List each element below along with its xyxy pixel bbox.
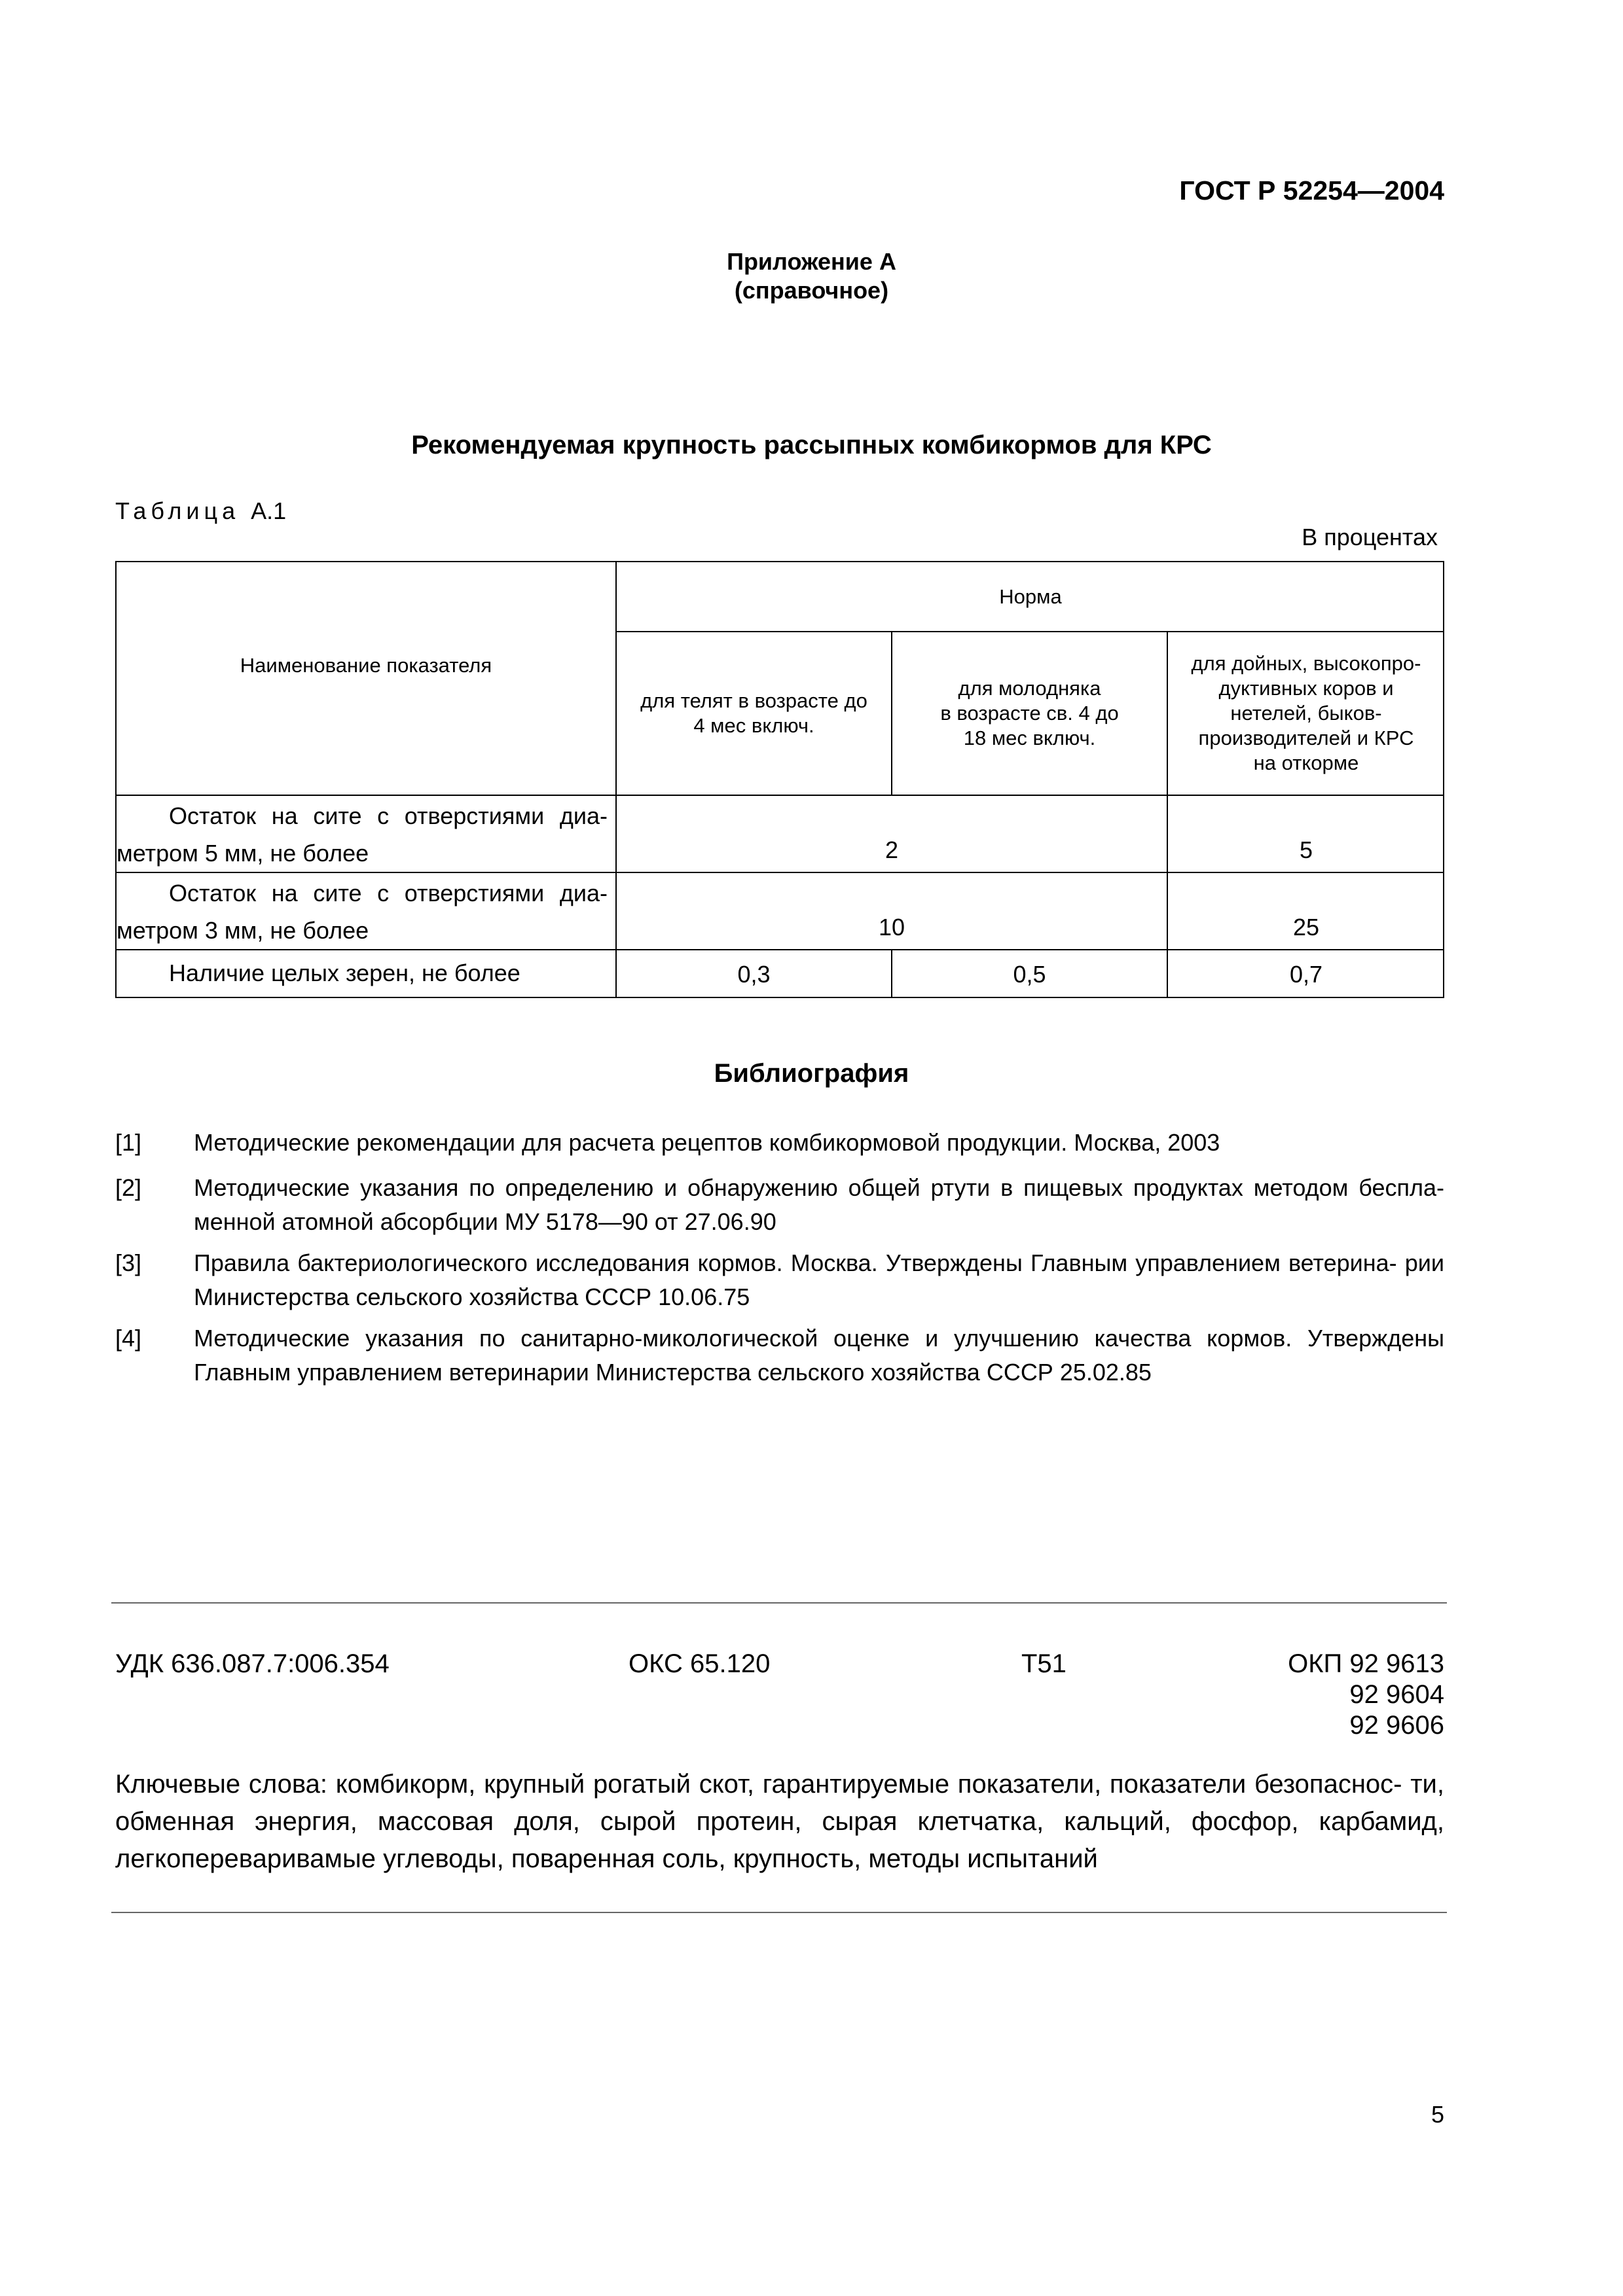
table-row-name: Наличие целых зерен, не более <box>169 960 520 986</box>
reference-number: [3] <box>115 1249 142 1276</box>
header-young-stock <box>892 632 1167 795</box>
table-cell-value: 0,3 <box>737 960 771 988</box>
table-label <box>115 497 286 525</box>
row-name-line: метром 5 мм, не более <box>117 840 369 867</box>
t-code: Т51 <box>1021 1649 1067 1678</box>
table-row-name <box>117 873 615 949</box>
separator-line <box>111 1602 1447 1604</box>
table-row-name <box>117 796 615 872</box>
bibliography-item <box>115 1246 1444 1314</box>
row-name-line: метром 3 мм, не более <box>117 917 369 944</box>
header-indicator-name: Наименование показателя <box>240 653 492 677</box>
header-dairy-line: дуктивных коров и <box>1218 677 1394 700</box>
header-young-line: 18 мес включ. <box>963 726 1096 749</box>
row-name-line: Остаток на сите с отверстиями диа- <box>169 880 608 906</box>
udk-code: УДК 636.087.7:006.354 <box>115 1649 390 1678</box>
keywords: Ключевые слова: комбикорм, крупный рогатый скот, гарантируемые показатели, показатели безопаснос- ти, обменная энергия, массовая доля, сырой протеин, сырая клетчатка, кальций, фосфор, карбамид, легкопереваривамые углеводы, поваренная соль, крупность, методы испытаний <box>115 1770 1444 1873</box>
row-name-line: Остаток на сите с отверстиями диа- <box>169 802 608 829</box>
appendix-type: (справочное) <box>734 277 889 304</box>
reference-text: Методические указания по определению и обнаружению общей ртути в пищевых продуктах методом беспла- менной атомной абсорбции МУ 5178—90 от 27.06.90 <box>194 1174 1444 1235</box>
okp-code: 92 9604 <box>1349 1680 1444 1709</box>
header-calves-line: 4 мес включ. <box>693 714 814 737</box>
appendix-label: Приложение А <box>727 248 896 275</box>
bibliography-item <box>115 1171 1444 1239</box>
header-calves-line: для телят в возрасте до <box>640 689 867 712</box>
reference-text: Методические рекомендации для расчета рецептов комбикормовой продукции. Москва, 2003 <box>194 1129 1220 1156</box>
bibliography-item <box>115 1126 1444 1160</box>
oks-code: ОКС 65.120 <box>629 1649 771 1678</box>
header-calves <box>617 632 891 795</box>
reference-text: Методические указания по санитарно-микологической оценке и улучшению качества кормов. Утверждены Главным управлением ветеринарии Министерства сельского хозяйства СССР 25.02.85 <box>194 1325 1444 1386</box>
table-cell-value: 10 <box>878 914 905 941</box>
header-young-line: для молодняка <box>958 677 1101 700</box>
reference-number: [2] <box>115 1174 142 1201</box>
header-young-line: в возрасте св. 4 до <box>940 702 1119 725</box>
indicator-table <box>115 561 1444 998</box>
header-dairy-cows <box>1168 632 1444 795</box>
table-cell-value: 0,7 <box>1289 960 1323 988</box>
reference-number: [4] <box>115 1325 142 1352</box>
reference-number: [1] <box>115 1129 142 1156</box>
okp-code: 92 9606 <box>1349 1711 1444 1740</box>
header-dairy-line: нетелей, быков- <box>1230 702 1382 725</box>
appendix-heading <box>0 247 1623 305</box>
header-norm: Норма <box>999 584 1062 608</box>
table-label-word: Таблица <box>115 497 240 524</box>
okp-code: ОКП 92 9613 <box>1288 1649 1444 1678</box>
header-dairy-line: производителей и КРС <box>1198 726 1414 749</box>
table-cell-value: 5 <box>1299 836 1313 863</box>
table-cell-value: 2 <box>884 836 899 863</box>
bibliography-title: Библиография <box>714 1059 909 1088</box>
separator-line <box>111 1912 1447 1913</box>
bibliography-item <box>115 1321 1444 1390</box>
header-dairy-line: на откорме <box>1253 751 1359 774</box>
header-dairy-line: для дойных, высокопро- <box>1191 652 1421 675</box>
reference-text: Правила бактериологического исследования кормов. Москва. Утверждены Главным управлением ветерина- рии Министерства сельского хозяйства СССР 10.06.75 <box>194 1249 1444 1310</box>
table-cell-value: 0,5 <box>1013 960 1046 988</box>
table-cell-value: 25 <box>1292 914 1320 941</box>
table-units: В процентах <box>1302 524 1438 550</box>
page-number: 5 <box>1431 2101 1444 2128</box>
table-label-number: А.1 <box>251 497 287 524</box>
section-title: Рекомендуемая крупность рассыпных комбикормов для КРС <box>411 431 1212 459</box>
document-number: ГОСТ Р 52254—2004 <box>1179 175 1444 206</box>
